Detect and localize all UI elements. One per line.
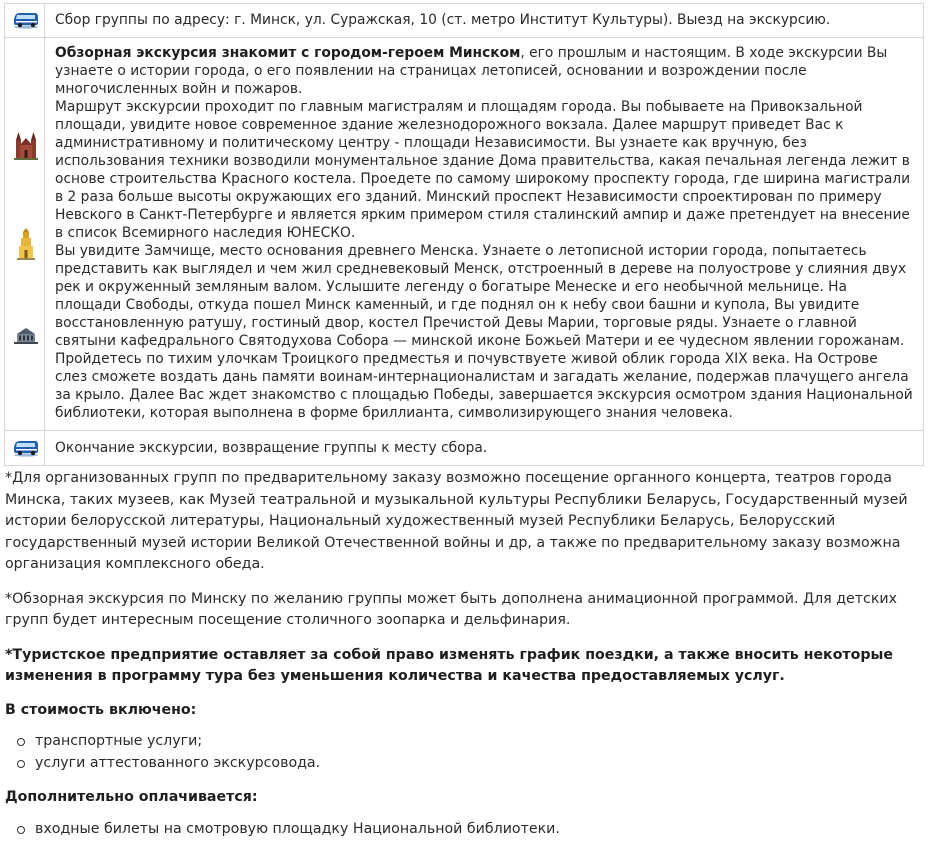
note-groups: *Для организованных групп по предварительному заказу возможно посещение органного концерта, театров города Минска, таких музеев, как Музей театральной и музыкальной культуры Республики Беларусь, Государственный музей истории белорусской литературы, Национальный художественный музей Республики Беларусь, Белорусский государственный музей истории Великой Отечественной войны и др, а также по предварительному заказу возможна организация комплексного обеда. — [5, 470, 908, 572]
tower-icon — [16, 228, 36, 260]
circle-bullet-icon — [17, 826, 25, 834]
bus-icon — [13, 11, 39, 29]
note-rights: *Туристское предприятие оставляет за собой право изменять график поездки, а также вносить некоторые изменения в программу тура без уменьшения количества и качества предоставляемых услуг. — [5, 646, 894, 684]
castle-icon — [14, 130, 38, 160]
list-item — [5, 819, 920, 841]
bus-icon — [13, 439, 39, 457]
itinerary-row-return — [5, 431, 924, 466]
tour-route-paragraph: Маршрут экскурсии проходит по главным магистралям и площадям города. Вы побываете на Привокзальной площади, увидите новое современное здание железнодорожного вокзала. Далее маршрут приведет Вас к административному и политическому центру - площади Независимости. Вы узнаете как вручную, без использования техники возводили монументальное здание Дома правительства, какая печальная легенда лежит в основе строительства Красного костела. Проедете по самому широкому проспекту города, где ширина магистрали в 2 раза больше высоты окружающих его зданий. Минский проспект Независимости спроектирован по примеру Невского в Санкт-Петербурге и является ярким примером стиля сталинский ампир и даже претендует на внесение в список Всемирного наследия ЮНЕСКО. — [55, 99, 911, 241]
circle-bullet-icon — [17, 738, 25, 746]
icon-cell — [5, 38, 45, 431]
list-item-text: транспортные услуги; — [35, 733, 203, 749]
list-item — [5, 731, 920, 753]
list-item-text: услуги аттестованного экскурсовода. — [35, 754, 321, 771]
itinerary-row-departure — [5, 4, 924, 38]
itinerary-tour-description — [45, 38, 924, 431]
building-icon — [13, 326, 39, 344]
note-animation: *Обзорная экскурсия по Минску по желанию группы может быть дополнена анимационной программой. Для детских групп будет интересным посещение столичного зоопарка и дельфинария. — [5, 590, 898, 628]
list-item — [5, 753, 920, 775]
extra-heading: Дополнительно оплачивается: — [5, 789, 258, 805]
itinerary-row-tour — [5, 38, 924, 431]
itinerary-table — [4, 3, 924, 466]
tour-intro-paragraph — [55, 44, 913, 98]
circle-bullet-icon — [17, 760, 25, 768]
tour-intro-bold: Обзорная экскурсия знакомит с городом-героем Минском — [55, 45, 521, 61]
icon-cell — [5, 431, 45, 466]
itinerary-departure-text: Сбор группы по адресу: г. Минск, ул. Суражская, 10 (ст. метро Институт Культуры). Выезд на экскурсию. — [45, 4, 924, 38]
tour-intro-rest: , его прошлым и настоящим. В ходе экскурсии Вы узнаете о истории города, о его появлении на страницах летописей, основании и возрождении после многочисленных войн и пожаров. — [55, 45, 888, 97]
included-list — [5, 731, 920, 774]
tour-notes — [5, 468, 920, 853]
extra-list — [5, 819, 920, 841]
tour-zamchishche-paragraph: Вы увидите Замчище, место основания древнего Менска. Узнаете о летописной истории города, попытаетесь представить как выглядел и чем жил средневековый Менск, отстроенный в дереве на полуострове у слияния двух рек и окруженный земляным валом. Услышите легенду о богатыре Менеске и его необычной мельнице. На площади Свободы, откуда пошел Минск каменный, и где поднял он к небу свои башни и купола, Вы увидите восстановленную ратушу, гостиный двор, костел Пречистой Девы Марии, торговые ряды. Узнаете о главной святыни кафедрального Святодухова Собора — минской иконе Божьей Матери и ее чудесном явлении горожанам. Пройдетесь по тихим улочкам Троицкого предместья и почувствуете живой облик города XIX века. На Острове слез сможете воздать дань памяти воинам-интернационалистам и загадать желание, подержав плачущего ангела за крыло. Далее Вас ждет знакомство с площадью Победы, завершается экскурсия осмотром здания Национальной библиотеки, которая выполнена в форме бриллианта, символизирующего знания человека. — [55, 243, 913, 421]
itinerary-return-text: Окончание экскурсии, возвращение группы к месту сбора. — [45, 431, 924, 466]
list-item-text: входные билеты на смотровую площадку Национальной библиотеки. — [35, 820, 560, 837]
included-heading: В стоимость включено: — [5, 701, 197, 718]
icon-cell — [5, 4, 45, 38]
